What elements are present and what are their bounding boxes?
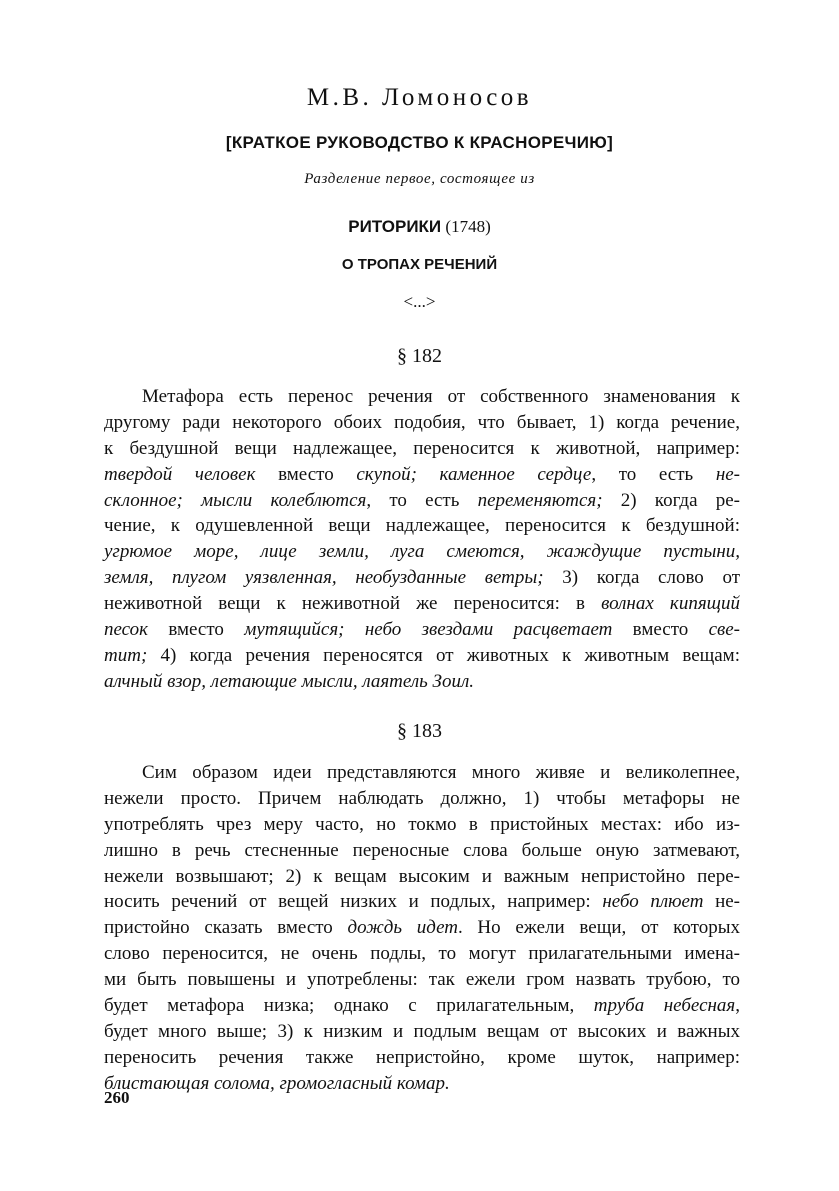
- text-line: [104, 462, 740, 488]
- text-line: [104, 591, 740, 617]
- text-line: [104, 786, 740, 812]
- body-text: 3) когда слово от: [543, 567, 740, 589]
- body-text: вместо: [148, 619, 245, 641]
- body-text: вместо: [612, 619, 709, 641]
- text-line: [104, 915, 740, 941]
- chapter-title: О ТРОПАХ РЕЧЕНИЙ: [341, 256, 498, 273]
- body-text: слово переносится, не очень подлы, то могут прилагательными имена-: [104, 943, 740, 965]
- body-text: переносить речения также непристойно, кроме шуток, например:: [104, 1046, 740, 1068]
- book-title: [КРАТКОЕ РУКОВОДСТВО К КРАСНОРЕЧИЮ]: [225, 133, 614, 152]
- italic-example-text: тит;: [104, 644, 148, 666]
- italic-example-text: блистающая солома, громогласный комар.: [104, 1072, 450, 1094]
- section-heading-183: § 183: [397, 720, 442, 742]
- body-text: 4) когда речения переносятся от животных к животным вещам:: [147, 644, 740, 666]
- text-line: [104, 513, 740, 539]
- body-text: нежели просто. Причем наблюдать должно, 1) чтобы метафоры не: [104, 787, 740, 809]
- body-text: Метафора есть перенос речения от собственного знаменования к: [142, 386, 740, 407]
- body-text: лишно в речь стесненные переносные слова больше оную затмевают,: [104, 839, 740, 861]
- body-text: употреблять чрез меру часто, но токмо в пристойных местах: ибо из-: [104, 813, 740, 835]
- part-title-year: (1748): [445, 217, 491, 236]
- italic-example-text: твердой человек: [104, 463, 256, 485]
- body-text: . Но ежели вещи, от которых: [458, 917, 740, 939]
- italic-example-text: све-: [708, 619, 741, 641]
- italic-example-text: переменяются;: [477, 489, 603, 511]
- italic-example-text: склонное; мысли колеблются: [104, 489, 367, 511]
- text-line: [104, 1071, 740, 1097]
- text-line: [104, 993, 740, 1019]
- body-text: будет много выше; 3) к низким и подлым вещам от высоких и важных: [104, 1020, 740, 1042]
- section-heading-182: § 182: [397, 345, 442, 367]
- italic-example-text: небо плюет: [602, 891, 704, 913]
- body-text: не-: [703, 891, 741, 913]
- text-line: [104, 488, 740, 514]
- body-text: к бездушной вещи надлежащее, переносится к животной, например:: [104, 437, 740, 459]
- italic-example-text: земля, плугом уязвленная, необузданные ветры;: [104, 567, 544, 589]
- page-number: 260: [104, 1088, 130, 1107]
- body-text: ,: [735, 995, 741, 1017]
- italic-example-text: песок: [104, 619, 149, 641]
- text-line: [104, 760, 740, 786]
- body-text: вместо: [255, 463, 357, 485]
- text-line: [104, 565, 740, 591]
- text-line: [104, 384, 740, 410]
- text-line: [104, 617, 740, 643]
- body-text: 2) когда ре-: [602, 489, 740, 511]
- text-line: [104, 669, 740, 695]
- body-text: , то есть: [366, 489, 478, 511]
- text-line: [104, 1019, 740, 1045]
- body-text: носить речений от вещей низких и подлых, например:: [104, 891, 603, 913]
- text-line: [104, 1045, 740, 1071]
- italic-example-text: угрюмое море, лице земли, луга смеются, жаждущие пустыни,: [104, 541, 740, 563]
- text-line: [104, 941, 740, 967]
- subtitle: Разделение первое, состоящее из: [304, 171, 535, 187]
- body-text: нежели возвышают; 2) к вещам высоким и важным непристойно пере-: [104, 865, 740, 887]
- text-line: [104, 410, 740, 436]
- text-line: [104, 539, 740, 565]
- text-line: [104, 864, 740, 890]
- italic-example-text: мутящийся; небо звездами расцветает: [244, 619, 613, 641]
- text-line: [104, 812, 740, 838]
- body-text: Сим образом идеи представляются много живяе и великолепнее,: [142, 762, 740, 783]
- body-text: , то есть: [591, 463, 716, 485]
- part-title-word: РИТОРИКИ: [348, 217, 442, 236]
- text-line: [104, 967, 740, 993]
- body-text: пристойно сказать вместо: [104, 917, 348, 939]
- body-text: неживотной вещи к неживотной же переносится: в: [104, 593, 602, 615]
- italic-example-text: алчный взор, летающие мысли, лаятель Зоил.: [104, 670, 474, 692]
- omission-mark: <...>: [403, 292, 436, 311]
- text-line: [104, 838, 740, 864]
- italic-example-text: не-: [715, 463, 740, 485]
- italic-example-text: труба небесная: [593, 995, 736, 1017]
- body-text: чение, к одушевленной вещи надлежащее, переносится к бездушной:: [104, 515, 740, 537]
- text-line: [104, 436, 740, 462]
- paragraph-183: [104, 760, 740, 1097]
- body-text: будет метафора низка; однако с прилагательным,: [104, 995, 594, 1017]
- author-name: М.В. Ломоносов: [306, 84, 533, 111]
- paragraph-182: [104, 384, 740, 695]
- italic-example-text: дождь идет: [347, 917, 458, 939]
- italic-example-text: волнах кипящий: [601, 593, 740, 615]
- italic-example-text: скупой; каменное сердце: [356, 463, 592, 485]
- body-text: ми быть повышены и употреблены: так ежели гром назвать трубою, то: [104, 969, 740, 991]
- body-text: другому ради некоторого обоих подобия, что бывает, 1) когда речение,: [104, 411, 740, 433]
- text-line: [104, 643, 740, 669]
- part-title: [0, 217, 839, 237]
- text-line: [104, 889, 740, 915]
